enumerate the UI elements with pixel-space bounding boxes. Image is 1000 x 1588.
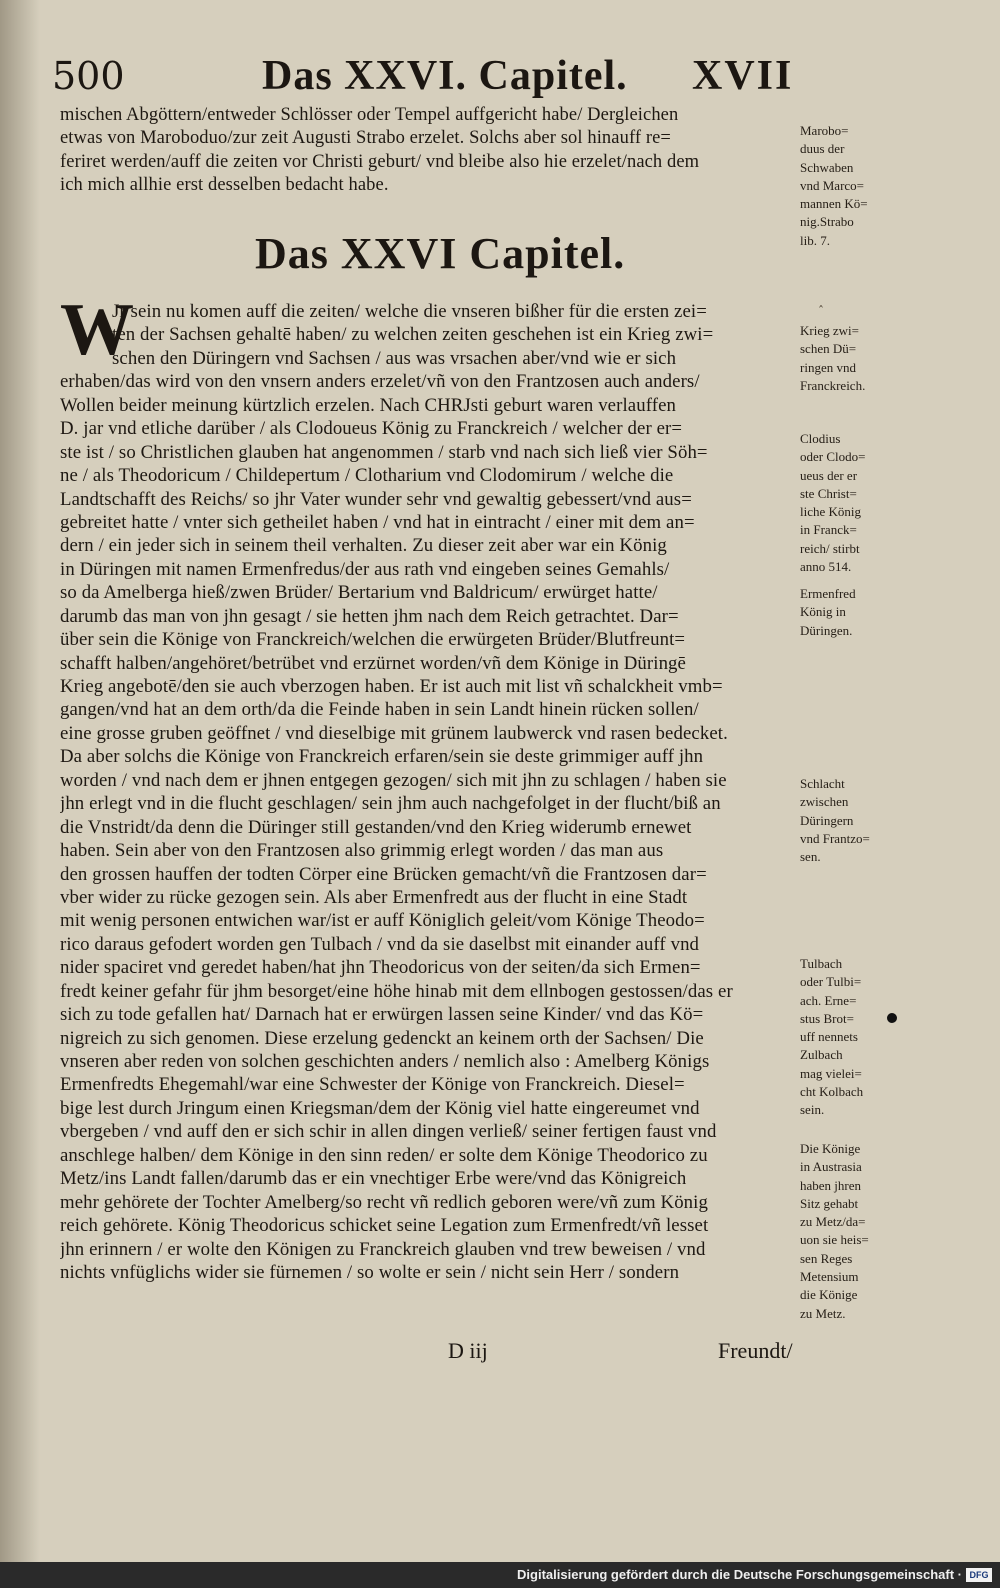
margin-note-schlacht: [800, 775, 885, 866]
margin-note-line: ueus der er: [800, 467, 858, 483]
margin-note-tulbach: [800, 955, 885, 1120]
text-line: bige lest durch Jringum einen Kriegsman/dem der König viel hatte eingereumet vnd: [60, 1097, 700, 1119]
credit-text: Digitalisierung gefördert durch die Deutsche Forschungsgemeinschaft ·: [517, 1567, 962, 1582]
margin-note-line: reich/ stirbt: [800, 540, 860, 556]
margin-note-line: Düringern: [800, 812, 854, 828]
text-line: Wollen beider meinung kürtzlich erzelen. Nach CHRJsti geburt waren verlauffen: [60, 394, 677, 416]
margin-note-line: anno 514.: [800, 559, 852, 575]
text-line: mischen Abgöttern/entweder Schlösser oder Tempel auffgericht habe/ Dergleichen: [60, 105, 679, 125]
margin-note-line: uon sie heis=: [800, 1232, 869, 1248]
margin-note-line: sen Reges: [800, 1250, 853, 1266]
dfg-logo: DFG: [966, 1568, 992, 1582]
gutter-shadow: [0, 0, 40, 1562]
margin-note-line: uff nennets: [800, 1029, 858, 1045]
text-line: darumb das man von jhn gesagt / sie hetten jhm nach dem Reich getrachtet. Dar=: [60, 605, 679, 627]
margin-note-line: sen.: [800, 849, 821, 865]
text-line: nigreich zu sich genomen. Diese erzelung gedenckt an keinem orth der Sachsen/ Die: [60, 1027, 704, 1049]
margin-note-line: zwischen: [800, 794, 849, 810]
text-line: schen den Düringern vnd Sachsen / aus was vrsachen aber/vnd wie er sich: [112, 347, 677, 369]
text-line: jhn erinnern / er wolte den Königen zu Franckreich glauben vnd trew beweisen / vnd: [60, 1238, 706, 1260]
margin-note-line: oder Tulbi=: [800, 974, 862, 990]
margin-note-line: zu Metz/da=: [800, 1214, 866, 1230]
text-line: reich gehörete. König Theodoricus schicket seine Legation zum Ermenfredt/vñ lesset: [60, 1215, 709, 1237]
margin-note-krieg: [800, 322, 885, 395]
margin-note-line: mannen Kö=: [800, 196, 868, 212]
text-line: ich mich allhie erst desselben bedacht habe.: [60, 174, 389, 195]
margin-note-line: sein.: [800, 1102, 825, 1118]
margin-note-line: Düringen.: [800, 622, 853, 638]
intro-paragraph: [60, 104, 795, 197]
margin-note-koenige: [800, 1140, 885, 1323]
chapter-heading: Das XXVI Capitel.: [255, 229, 626, 278]
margin-note-line: Clodius: [800, 431, 841, 446]
text-line: jhn erlegt vnd in die flucht geschlagen/ sein jhm auch nachgefolget in der flucht/biß an: [60, 793, 721, 815]
margin-note-line: in Franck=: [800, 522, 857, 538]
margin-note-line: Sitz gehabt: [800, 1195, 859, 1211]
text-line: vnseren aber reden von solchen geschichten anders / nemlich also : Amelberg Königs: [60, 1051, 710, 1072]
text-line: anschlege halben/ dem Könige in den sinn reden/ er solte dem Könige Theodorico zu: [60, 1144, 708, 1166]
text-line: gangen/vnd hat an dem orth/da die Feinde haben in sein Landt hinein rücken sollen/: [60, 699, 699, 721]
text-line: Da aber solchs die Könige von Franckreich erfaren/sein sie deste grimmiger auff jhn: [60, 746, 704, 768]
ink-dot-icon: [887, 1013, 897, 1023]
text-line: mehr gehörete der Tochter Amelberg/so recht vñ redlich geboren were/vñ zum König: [60, 1191, 708, 1213]
text-line: fredt keiner gefahr für jhm besorget/eine höhe hinab mit dem ellnbogen gestossen/das er: [60, 980, 733, 1002]
margin-note-line: König in: [800, 604, 846, 620]
text-line: feriret werden/auff die zeiten vor Christi geburt/ vnd bleibe also hie erzelet/nach dem: [60, 151, 700, 172]
margin-note-line: Tulbach: [800, 956, 843, 971]
text-line: Landtschafft des Reichs/ so jhr Vater wunder sehr vnd gewaltig gebessert/vnd aus=: [60, 488, 692, 510]
margin-note-line: Krieg zwi=: [800, 323, 859, 338]
margin-note-line: mag vielei=: [800, 1065, 862, 1081]
text-line: haben. Sein aber von den Frantzosen also grimmig erlegt worden / das man aus: [60, 840, 664, 862]
text-line: dern / ein jeder sich in seinem theil verhalten. Zu dieser zeit aber war ein König: [60, 535, 667, 557]
text-line: in Düringen mit namen Ermenfredus/der aus rath vnd eingeben seines Gemahls/: [60, 558, 670, 580]
text-line: etwas von Maroboduo/zur zeit Augusti Strabo erzelet. Solchs aber sol hinauff re=: [60, 128, 671, 149]
margin-note-line: vnd Marco=: [800, 177, 865, 193]
text-line: nichts vnfüglichs wider sie fürnemen / so wolte er sein / nicht sein Herr / sondern: [60, 1261, 680, 1283]
text-line: mit wenig personen entwichen war/ist er auff Königlich geleit/vom Könige Theodo=: [60, 910, 705, 932]
text-line: so da Amelberga hieß/zwen Brüder/ Bertarium vnd Baldricum/ erwürget hatte/: [60, 582, 658, 604]
margin-note-line: in Austrasia: [800, 1159, 862, 1175]
chapter-body: [60, 300, 798, 1284]
drop-cap: W: [60, 289, 134, 371]
text-line: worden / vnd nach dem er jhnen entgegen gezogen/ sich mit jhn zu schlagen / haben sie: [60, 769, 727, 791]
margin-note-line: ringen vnd: [800, 359, 856, 375]
margin-note-line: Marobo=: [800, 123, 849, 138]
running-head: [52, 52, 812, 102]
margin-note-line: nig.Strabo: [800, 214, 854, 230]
folio-number: 500: [52, 54, 125, 98]
margin-note-line: die Könige: [800, 1287, 858, 1303]
margin-note-line: liche König: [800, 504, 862, 520]
catchword: Freundt/: [718, 1338, 793, 1363]
text-line: ne / als Theodoricum / Childepertum / Clotharium vnd Clodomirum / welche die: [60, 465, 674, 487]
text-line: rico daraus gefodert worden gen Tulbach / vnd da sie daselbst mit einander auff vnd: [60, 933, 700, 955]
margin-note-line: oder Clodo=: [800, 449, 866, 465]
text-line: Ermenfredts Ehegemahl/war eine Schwester der Könige von Franckreich. Diesel=: [60, 1074, 685, 1096]
text-line: erhaben/das wird von den vnsern anders erzelet/vñ von den Frantzosen auch anders/: [60, 371, 700, 393]
text-line: den grossen hauffen der todten Cörper eine Brücken gemacht/vñ die Frantzosen dar=: [60, 863, 707, 885]
text-line: Jr sein nu komen auff die zeiten/ welche die vnseren bißher für die ersten zei=: [112, 301, 707, 322]
text-line: Metz/ins Landt fallen/darumb das er ein vnechtiger Erbe were/vnd das Königreich: [60, 1168, 687, 1190]
margin-note-line: Ermenfred: [800, 586, 856, 601]
margin-note-line: Zulbach: [800, 1047, 843, 1063]
text-line: ste ist / so Christlichen glauben hat angenommen / starb vnd nach sich ließ vier Söh=: [60, 441, 708, 463]
margin-note-line: ste Christ=: [800, 485, 857, 501]
margin-note-line: schen Dü=: [800, 341, 857, 357]
margin-note-clodius: [800, 430, 885, 576]
text-line: vbergeben / vnd auff den er sich schir in allen dingen verließ/ seiner fertigen faust vnd: [60, 1121, 717, 1143]
margin-note-line: Metensium: [800, 1269, 859, 1285]
margin-note-line: Schwaben: [800, 159, 854, 175]
margin-note-line: Schlacht: [800, 776, 845, 791]
text-line: die Vnstridt/da denn die Düringer still gestanden/vnd den Krieg widerumb ernewet: [60, 816, 692, 838]
margin-mark-icon: ˆ: [818, 304, 824, 318]
margin-note-line: stus Brot=: [800, 1010, 854, 1026]
text-line: D. jar vnd etliche darüber / als Clodoueus König zu Franckreich / welcher der er=: [60, 418, 683, 440]
margin-note-line: vnd Frantzo=: [800, 830, 870, 846]
signature-mark: D iij: [448, 1338, 488, 1363]
text-line: vber wider zu rücke gezogen sein. Als aber Ermenfredt aus der flucht in eine Stadt: [60, 886, 688, 908]
text-line: eine grosse gruben geöffnet / vnd dieselbige mit grünem laubwerck vnd rasen bedecket.: [60, 722, 728, 744]
text-line: sich zu tode gefallen hat/ Darnach hat er erwürgen lassen seine Kinder/ vnd das Kö=: [60, 1004, 704, 1026]
margin-note-line: zu Metz.: [800, 1305, 846, 1321]
text-line: über sein die Könige von Franckreich/welchen die erwürgeten Brüder/Blutfreunt=: [60, 629, 686, 651]
margin-note-line: Die Könige: [800, 1141, 861, 1156]
text-line: gebreitet hatte / vnter sich getheilet haben / vnd hat in eintracht / einer mit dem an=: [60, 511, 695, 533]
margin-note-line: Franckreich.: [800, 377, 866, 393]
margin-note-ermenfred: [800, 585, 885, 640]
page-signature: XVII: [692, 53, 794, 99]
text-line: schafft halben/angehöret/betrübet vnd erzürnet worden/vñ dem Könige in Düringē: [60, 652, 686, 674]
margin-note-line: ach. Erne=: [800, 992, 857, 1008]
credit-bar: [0, 1562, 1000, 1588]
margin-note-line: duus der: [800, 141, 845, 157]
margin-note-line: cht Kolbach: [800, 1084, 864, 1100]
margin-note-line: haben jhren: [800, 1177, 862, 1193]
running-title: Das XXVI. Capitel.: [262, 53, 628, 99]
text-line: nider spaciret vnd geredet haben/hat jhn Theodoricus von der seiten/da sich Ermen=: [60, 957, 701, 979]
text-line: Krieg angebotē/den sie auch vberzogen haben. Er ist auch mit list vñ schalckheit vmb=: [60, 676, 723, 697]
text-line: ten der Sachsen gehaltē haben/ zu welchen zeiten geschehen ist ein Krieg zwi=: [112, 324, 714, 346]
margin-note-line: lib. 7.: [800, 232, 830, 248]
margin-note-marobodus: [800, 122, 885, 250]
